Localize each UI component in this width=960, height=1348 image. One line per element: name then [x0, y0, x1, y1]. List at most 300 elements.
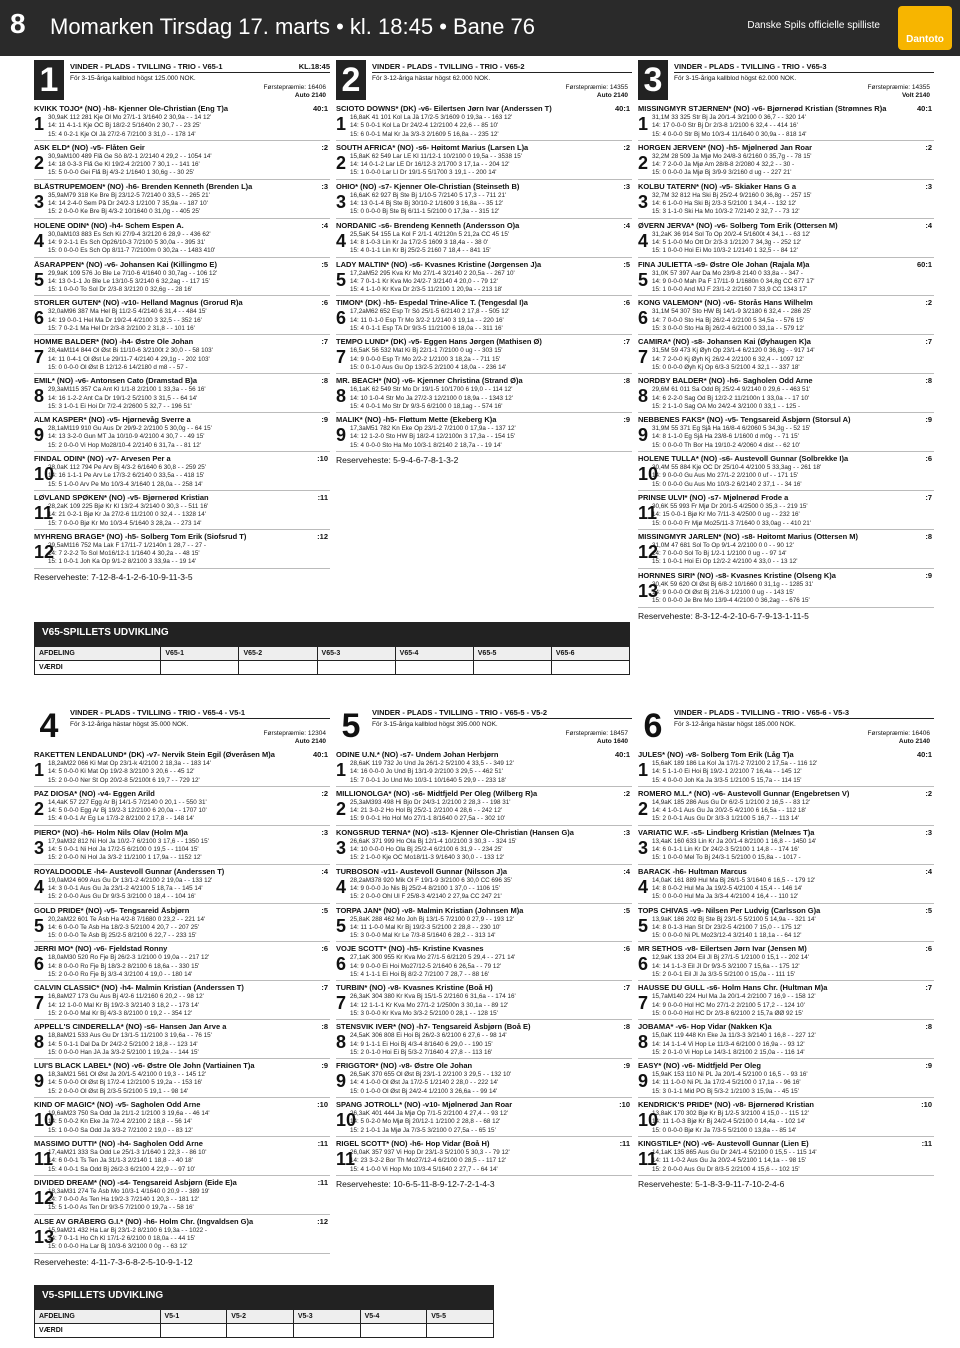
horse-odds: :3 [623, 182, 630, 191]
horse-name: DIVIDED DREAM* (NO) -s4- Tengsareid Åsbjørn (Eide E)a :11 [34, 1178, 328, 1187]
race-distance: Auto 2140 [596, 92, 628, 99]
page-number: 8 [10, 8, 26, 39]
horse-form-line: 14: 13 0-1-4 Bj Ste Bj 30/10-2 1/1609 3 16,8a - - 35 12' [350, 200, 504, 208]
horse-entry [336, 945, 632, 981]
horse-name: ROMERO M.L.* (NO) -v6- Austevoll Gunnar (Engebretsen V) :2 [638, 789, 932, 798]
horse-number: 10 [638, 1110, 659, 1131]
horse-form-line: 14: 17 0-0-0 Str Bj Dr 2/3-8 1/2100 6 32,4 - - 414 16' [652, 122, 798, 130]
horse-number: 6 [638, 308, 649, 329]
horse-form-line: 14: 6 0-0-0 Te Åsb Ha 18/2-3 5/2100 4 20,7 - - 207 25' [48, 923, 199, 931]
horse-name: MALIK* (NO) -h5- Fløttum Mette (Ekeberg K)a :9 [336, 416, 630, 425]
horse-entry [34, 416, 330, 452]
horse-odds: 40:1 [614, 105, 630, 113]
row-label: VÆRDI [35, 661, 161, 675]
horse-form-line: 15: 5 0-0-0 Gei Flå Bj 4/3-2 1/1640 1 30,6g - - 30 25' [48, 169, 195, 177]
horse-name: MR SETHOS -v8- Eilertsen Jørn Ivar (Jensen M) :6 [638, 945, 932, 954]
horse-form-line: 28,4aM114 844 Ol Øst Bi 11/10-6 3/2100t 2 30,0 - - 58 103' [48, 347, 213, 355]
horse-odds: :2 [925, 143, 932, 152]
value-cell [427, 1324, 494, 1338]
horse-form-line: 15: 2 1-0-0 Kje OC Mo18/11-3 9/1640 3 30,0 - - 133 12' [350, 854, 505, 862]
horse-odds: :7 [925, 493, 932, 502]
horse-name: HOLENE ODIN* (NO) -h4- Schem Espen A. :4 [34, 221, 328, 230]
horse-form-line: 15: 1 0-0-1 Hoi Ei Op 12/2-2 4/2100 4 33,0 - - 13 12' [652, 558, 798, 566]
value-cell [293, 1324, 360, 1338]
horse-number: 2 [336, 798, 347, 819]
horse-form-line: 14: 13 0-1-1 Jo Ble Le 13/10-5 3/2140 6 32,2ag - - 117 15' [48, 277, 210, 285]
horse-name: NEBBENES FAKS* (NO) -v5- Tengsareid Åsbjørn (Storsul A) :9 [638, 416, 932, 425]
horse-number: 3 [638, 191, 649, 212]
horse-form-line: 14: 7 0-0-0 Sol To Bj 1/2-1 1/2100 0 ug - - 97 14' [652, 550, 787, 558]
race-block [34, 60, 330, 581]
horse-form-line: 14: 8 1-0-3 Lin Kr Ja 17/2-5 1609 3 18,4a - - 38 0' [350, 238, 489, 246]
horse-odds: :5 [321, 906, 328, 915]
horse-odds: :11 [921, 1139, 932, 1148]
horse-form-line: 14,1aK 135 865 Aus Gu Dr 24/1-4 5/2100 0 15,5 - - 115 14' [652, 1148, 817, 1156]
reserve-horses: Reserveheste: 10-6-5-11-8-9-12-7-2-1-4-3 [336, 1178, 495, 1189]
horse-number: 5 [638, 915, 649, 936]
horse-name: EASY* (NO) -v6- Midtfjeld Per Oleg :9 [638, 1062, 932, 1071]
horse-entry [638, 183, 934, 219]
horse-entry [34, 455, 330, 491]
horse-odds: :2 [321, 789, 328, 798]
horse-form-line: 29,6M 61 011 Sa Odd Bj 25/2-4 9/2140 0 29,6 - - 463 51' [652, 386, 811, 394]
horse-form-line: 26,0aK 357 937 Vi Hop Dr 23/1-3 5/2100 5 30,3 - - 79 12' [350, 1148, 510, 1156]
horse-name: NORDANIC -s6- Brendeng Kenneth (Andersson O)a :4 [336, 221, 630, 230]
horse-entry [34, 1023, 330, 1059]
race-time: KL.18:45 [298, 62, 330, 71]
race-header [34, 60, 330, 102]
horse-form-line: 14: 9 0-0-0 Jo Nis Bj 25/2-4 8/2100 1 37,0 - - 1106 15' [350, 884, 500, 892]
horse-name: NORDBY BALDER* (NO) -h6- Sagholen Odd Arne :8 [638, 377, 932, 386]
race-block [336, 60, 632, 465]
horse-form-line: 18,2aM22 066 Ki Mat Op 23/1-k 4/2100 2 18,3a - - 183 14' [48, 760, 211, 767]
horse-number: 1 [34, 114, 45, 134]
horse-form-line: 15: 0 0-0-0 Øyh Kj Op 6/3-3 5/2100 4 32,1 - - 337 18' [652, 363, 800, 371]
horse-odds: :7 [925, 338, 932, 347]
table-header-cell: V65-2 [239, 647, 317, 661]
horse-number: 5 [336, 915, 347, 936]
horse-form-line: 14: 16 0-0-0 Jo Und Bj 13/1-9 2/2100 3 29,5 - - 462 51' [350, 768, 503, 776]
horse-form-line: 15: 4 0-0-0 Joh Ka Ja 3/3-5 1/2100 5 15,7a - - 114 15' [652, 776, 802, 784]
horse-form-line: 14: 4 1-0-1 Aus Gu Ja 20/2-5 4/2100 6 16,5a - - 112 18' [652, 807, 807, 815]
horse-odds: 40:1 [312, 751, 328, 759]
value-cell [227, 1324, 294, 1338]
horse-entry [34, 183, 330, 219]
horse-number: 1 [336, 114, 347, 134]
horse-number: 2 [34, 152, 45, 173]
race-number: 3 [638, 60, 668, 100]
horse-odds: :10 [317, 1101, 328, 1110]
horse-name: MILLIONOLGA* (NO) -s6- Midtfjeld Per Oleg (Wilberg R)a :2 [336, 789, 630, 798]
horse-entry [34, 907, 330, 943]
horse-entry [336, 1023, 632, 1059]
horse-form-line: 15: 0 0-0-0 Gu Aus Mo 10/3-2 6/2140 2 37,1 - - 34 16' [652, 480, 802, 488]
horse-form-line: 15: 4 0-1-1 Esp TA Dr 9/3-5 11/2100 6 18,0a - - 311 16' [350, 325, 503, 333]
table-header-cell: V65-3 [317, 647, 395, 661]
horse-form-line: 14: 3 0-0-1 Aus Gu Ja 23/1-2 4/2100 5 18,7a - - 145 14' [48, 884, 203, 892]
horse-form-line: 14: 5 0-0-0 Ol Øst Bj 17/2-4 12/2100 5 19,2a - - 153 16' [48, 1079, 203, 1087]
horse-form-line: 14: 11 1-0-3 Bjø Kr Bj 24/2-4 5/2100 0 14,4a - - 102 14' [652, 1118, 806, 1126]
horse-number: 2 [34, 798, 45, 819]
table-header-cell: V5-5 [427, 1310, 494, 1324]
horse-form-line: 15: 0 0-0-0 Bj Ste Bj 6/11-1 5/2100 0 17,3a - - 315 12' [350, 208, 500, 216]
horse-form-line: 14: 5 0-0-1 Ni Hol Ja 17/2-5 6/2100 0 19,5 - - 1104 15' [48, 846, 199, 854]
horse-odds: :4 [925, 867, 932, 876]
horse-number: 6 [34, 308, 45, 329]
horse-entry [638, 105, 934, 141]
horse-odds: :11 [317, 1139, 328, 1148]
horse-form-line: 14: 7 0-0-0 Ås Ten Ha 19/2-3 7/2140 1 20,3 - - 181 12' [48, 1196, 199, 1204]
horse-name: ROYALDOODLE -h4- Austevoll Gunnar (Anderssen T) :4 [34, 867, 328, 876]
horse-number: 11 [638, 502, 658, 523]
horse-form-line: 15: 2 0-0-1 Eil JI Ja 3/3-5 5/2100 0 15,0a - - 111 15' [652, 971, 796, 979]
horse-form-line: 14: 9 0-0-0 Ol Øst Bj 21/6-3 1/2100 0 ug - - 143 15' [652, 588, 794, 596]
horse-form-line: 15: 0 0-0-0 Ha Lar Bj 10/3-6 3/2100 0 0g - - 63 12' [48, 1243, 188, 1251]
horse-form-line: 14: 10 1-0-4 Str Mo Ja 27/2-3 12/2100 0 18,9a - - 1343 12' [350, 394, 513, 402]
race-conditions: För 3-15-åriga kallblod högst 395.000 NOK. [372, 721, 498, 728]
horse-odds: :2 [925, 789, 932, 798]
horse-form-line: 13,4aK 160 633 Lin Kr Ja 20/1-4 8/2100 1 16,8 - - 1450 14' [652, 837, 817, 845]
horse-form-line: 14: 5 1-0-0 Mo Ott Dr 2/3-3 1/2120 7 34,3g - - 252 12' [652, 238, 802, 246]
horse-form-line: 14: 14 1-1-3 Eil JI Dr 9/3-5 3/2100 7 15,6a - - 175 12' [652, 962, 800, 970]
horse-name: TURBOSON -v11- Austevoll Gunnar (Nilsson J)a :4 [336, 867, 630, 876]
horse-odds: :2 [623, 143, 630, 152]
horse-odds: :8 [623, 377, 630, 386]
horse-entry [336, 868, 632, 904]
horse-entry [638, 222, 934, 258]
horse-number: 11 [336, 1148, 356, 1169]
horse-form-line: 14: 21 3-0-2 Ho Hol Bj 25/2-1 2/2100 4 28,6 - - 242 12' [350, 807, 503, 815]
horse-form-line: 25,5aK 54 155 La Kol F 2/1-1 4/2120n 5 21,2a CC 45 15' [350, 230, 510, 238]
horse-number: 7 [638, 993, 649, 1014]
horse-form-line: 14: 8 1-1-0 Eg Sjå Ha 23/8-6 1/1600 d m0g - - 71 15' [652, 433, 799, 441]
horse-number: 10 [638, 464, 659, 485]
horse-odds: :4 [623, 867, 630, 876]
horse-number: 1 [336, 760, 347, 780]
horse-name: SCIOTO DOWNS* (DK) -v6- Eilertsen Jørn Ivar (Anderssen T) 40:1 [336, 105, 630, 113]
horse-form-line: 14: 7 0-1-1 Ho Ch Kl 17/1-2 6/2100 0 18,0a - - 44 15' [48, 1234, 196, 1242]
horse-odds: :7 [321, 984, 328, 993]
horse-name: JOBAMA* -v6- Hop Vidar (Nakken K)a :8 [638, 1023, 932, 1032]
horse-odds: :8 [623, 1023, 630, 1032]
horse-form-line: 15: 2 0-0-0 Aus Gu Dr 9/3-5 3/2100 0 18,4 - - 104 16' [48, 893, 196, 901]
horse-form-line: 14: 11 0-4-1 Ol Øst Le 29/11-7 4/2140 4 29,1g - - 202 103' [48, 355, 210, 363]
horse-form-line: 15: 1 0-0-0 Mel To Bj 24/3-1 5/2100 0 15,8a - - 1017 - [652, 854, 801, 862]
horse-form-line: 15,8aK 62 549 Lar LE Kl 11/12-1 10/2100 0 19,5a - - 3538 15' [350, 152, 522, 160]
horse-entry [34, 144, 330, 180]
horse-odds: :3 [623, 828, 630, 837]
race-prize: Førstepræmie: 14355 [867, 84, 930, 91]
horse-entry [638, 984, 934, 1020]
horse-name: TORPA JAN* (NO) -v8- Malmin Kristian (Johnsen M)a :5 [336, 906, 630, 915]
horse-name: HOLENE TULLA* (NO) -s6- Austevoll Gunnar (Solbrekke I)a :6 [638, 455, 932, 464]
horse-form-line: 31,1M 33 325 Str Bj Ja 20/1-4 3/2100 0 36,7 - - 320 14' [652, 114, 806, 121]
horse-name: FINDAL ODIN* (NO) -v7- Arvesen Per a :10 [34, 455, 328, 464]
page-title: Momarken Tirsdag 17. marts • kl. 18:45 • Bane 76 [50, 14, 535, 39]
value-cell [160, 1324, 227, 1338]
horse-entry [638, 299, 934, 335]
v5-table [34, 1309, 494, 1338]
horse-entry [336, 144, 632, 180]
horse-odds: :11 [317, 1178, 328, 1187]
race-block [336, 706, 632, 1188]
table-header-cell: V65-4 [395, 647, 473, 661]
horse-entry [638, 455, 934, 491]
horse-form-line: 15: 4 1-1-1 Ei Hoi Bj 8/2-2 7/2100 7 28,7 - - 88 16' [350, 971, 490, 979]
horse-number: 11 [34, 1148, 54, 1169]
table-header-cell: AFDELING [35, 647, 161, 661]
horse-form-line: 15,9aM21 432 Ha Lar Bj 23/1-2 8/2100 6 19,3a - - 1022 - [48, 1226, 207, 1234]
horse-odds: :3 [925, 828, 932, 837]
race-distance: Auto 2140 [294, 92, 326, 99]
horse-odds: 60:1 [916, 260, 932, 269]
horse-form-line: 15: 0 0-0-0 Fr Mjø Mo25/11-3 7/1640 0 33,0ag - - 410 21' [652, 519, 811, 527]
horse-form-line: 15: 0 0-1-0 Aus Gu Op 13/2-5 2/2100 4 18,0a - - 236 14' [350, 363, 507, 371]
horse-form-line: 15: 0 0-0-0 Je Bre Mo 13/9-4 4/2100 0 36,2ag - - 676 15' [652, 597, 810, 605]
race-header [638, 706, 934, 748]
horse-number: 6 [34, 954, 45, 975]
horse-odds: :4 [321, 867, 328, 876]
horse-number: 3 [336, 837, 347, 858]
table-header-cell: V65-5 [473, 647, 551, 661]
horse-form-line: 14,0aK 161 889 Hul Ma Bj 26/1-5 3/1640 6 16,5 - - 179 12' [652, 876, 816, 884]
horse-name: MISSINGMYR JARLEN* (NO) -s8- Høitomt Marius (Ottersen M) :8 [638, 532, 932, 541]
horse-form-line: 14: 11 4-1-1 Kje OC Bj 18/2-2 5/1640n 2 30,7 - - 23 25' [48, 122, 201, 130]
horse-form-line: 15: 4 0-1-1 Lin Kr Bj 25/2-5 2160 7 18,4 - - 841 15' [350, 247, 491, 255]
horse-odds: :6 [321, 945, 328, 954]
race-conditions: För 3-12-åriga hästar högst 62.000 NOK. [372, 75, 491, 82]
horse-entry [336, 299, 632, 335]
horse-name: STENSVIK IVER* (NO) -h7- Tengsareid Åsbjørn (Boå E) :8 [336, 1023, 630, 1032]
horse-entry [638, 751, 934, 787]
horse-entry [34, 261, 330, 297]
horse-number: 3 [34, 191, 45, 212]
race-number: 5 [341, 707, 361, 745]
horse-form-line: 16,1aK 62 549 Str Mo Dr 19/1-5 10/1700 6 19,0 - - 114 12' [350, 386, 513, 394]
horse-entry [638, 907, 934, 943]
table-header-cell: V5-3 [293, 1310, 360, 1324]
horse-form-line: 15: 0 0-0-0 Bjø Kr Ja 7/3-5 5/2100 0 13,8a - - 85 14' [652, 1126, 797, 1134]
horse-form-line: 15: 5 1-0-0 Arv Pe Mo 10/3-4 3/1640 1 28,0a - - 258 14' [48, 480, 203, 488]
horse-form-line: 14: 9 0-0-0 Ei Hoi Mo27/12-5 2/1640 6 26,5a - - 79 12' [350, 962, 502, 970]
horse-entry [34, 751, 330, 787]
horse-number: 10 [336, 1110, 357, 1131]
horse-form-line: 28,2aM378 920 Mik Ol F 19/1-9 3/2100 6 30,0 CC 696 35' [350, 876, 512, 884]
horse-entry [34, 1101, 330, 1137]
horse-form-line: 15: 3 0-0-0 Kr Kva Mo 3/3-2 5/2100 0 28,1 - - 128 15' [350, 1009, 498, 1017]
horse-form-line: 15: 9 0-0-1 Ho Hol Mo 27/1-1 8/1640 0 27,5a - - 302 10' [350, 815, 506, 823]
horse-odds: :7 [623, 338, 630, 347]
horse-form-line: 14: 6 0-0-1 Ts Ten Ja 31/1-3 2/2140 1 18,8 - - 40 18' [48, 1157, 193, 1165]
table-header-cell: V5-4 [360, 1310, 427, 1324]
race-header [34, 706, 330, 748]
horse-entry [638, 338, 934, 374]
horse-form-line: 25,8aK 288 462 Mo Joh Bj 13/1-5 7/2100 0 27,9 - - 193 12' [350, 915, 514, 923]
horse-odds: :5 [623, 906, 630, 915]
horse-number: 4 [336, 230, 347, 251]
horse-form-line: 15: 4 0-2-1 Kje Ol Jä 27/2-6 7/2100 3 31,0 - - 178 14' [48, 130, 196, 138]
reserve-horses: Reserveheste: 5-9-4-6-7-8-1-3-2 [336, 455, 459, 466]
horse-odds: :10 [921, 1101, 932, 1110]
horse-name: FINA JULIETTA -s9- Østre Ole Johan (Rajala M)a 60:1 [638, 260, 932, 269]
horse-form-line: 14: 4 1-0-0 Ol Øst Ja 17/2-5 1/2140 2 28,0 - - 222 14' [350, 1079, 499, 1087]
horse-name: LUI'S BLACK LABEL* (NO) -v6- Østre Ole John (Vartiainen T)a :9 [34, 1062, 328, 1071]
race-prize: Førstepræmie: 18457 [565, 730, 628, 737]
horse-form-line: 14: 9 0-0-0 Esp Tr Mo 2/2-2 1/2100 3 18,2a - - 711 15' [350, 355, 501, 363]
horse-form-line: 27,1aK 300 955 Kr Kva Mo 27/1-5 6/2120 5 29,4 - - 271 14' [350, 954, 516, 962]
horse-number: 8 [638, 1032, 649, 1053]
horse-form-line: 15: 7 0-2-1 Ma Hel Dr 2/3-8 2/2100 2 31,8 - - 101 16' [48, 325, 195, 333]
horse-odds: :8 [321, 377, 328, 386]
horse-form-line: 14: 8 0-0-2 Hul Ma Ja 19/2-5 4/2100 4 15,4 - - 146 14' [652, 884, 803, 892]
horse-form-line: 14: 12 1-2-0 Sto HW Bj 18/2-4 12/2100n 3 17,3a - - 154 15' [350, 433, 516, 441]
horse-form-line: 14: 18 0-3-3 Flå Ge Kl 19/2-4 2/2100 7 30,1 - - 141 16' [48, 161, 200, 169]
horse-form-line: 15: 0 0-0-0 Ja Mjø Bj 3/9-9 3/2160 d ug - - 227 21' [652, 169, 792, 177]
horse-odds: :6 [925, 945, 932, 954]
horse-form-line: 14: 5 0-0-1 Kol La Dr 24/2-4 12/2100 4 22,6 - - 85 10' [350, 122, 499, 130]
horse-form-line: 15: 2 0-0-0 Ol Øst Bj 2/3-5 5/2100 5 19,1 - - 98 14' [48, 1087, 189, 1095]
horse-form-line: 16,5aK 56 532 Mat Ki Bj 22/1-1 7/2100 0 ug - - 303 15' [350, 347, 503, 355]
horse-odds: :5 [925, 906, 932, 915]
horse-number: 5 [34, 915, 45, 936]
horse-number: 4 [638, 230, 649, 251]
horse-name: ODINE U.N.* (NO) -s7- Undem Johan Herbjørn 40:1 [336, 751, 630, 759]
horse-form-line: 15: 2 1-1-0 Sag OA Mo 24/2-4 3/2100 0 33,1 - - 125 - [652, 402, 801, 410]
horse-odds: :3 [321, 182, 328, 191]
horse-odds: :10 [317, 455, 328, 464]
horse-form-line: 15: 0 0-0-0 Hol HC Dr 2/3-8 6/2100 2 15,7a ØØ 92 15' [652, 1009, 804, 1017]
horse-form-line: 14: 21 0-2-1 Bjø Kr Ja 27/2-6 11/2100 0 32,4 - - 1328 14' [48, 511, 206, 519]
horse-form-line: 15: 4 1-0-0 Vi Hop Mo 10/3-4 5/1640 2 27,7 - - 64 14' [350, 1165, 498, 1173]
horse-entry [34, 105, 330, 141]
table-header-cell: V65-6 [551, 647, 629, 661]
horse-form-line: 15,9aK 153 110 Ni PL Ja 20/1-4 5/2100 0 16,5 - - 93 16' [652, 1071, 808, 1079]
race-conditions: För 3-12-åriga hästar högst 35.000 NOK. [70, 721, 189, 728]
horse-name: HORNNES SIRI* (NO) -s8- Kvasnes Kristine (Olseng K)a :9 [638, 571, 932, 580]
horse-form-line: 14: 7 2-2-2 To Sol Mo16/12-1 1/1640 4 30,2a - - 48 15' [48, 550, 200, 558]
horse-form-line: 15: 0 0-0-0 Te Åsb Bj 25/2-5 8/2100 6 22,7 - - 233 15' [48, 932, 197, 940]
horse-entry [34, 829, 330, 865]
horse-form-line: 14: 5 0-1-1 Dal Da Dr 24/2-2 5/2100 2 18,8 - - 123 14' [48, 1040, 198, 1048]
horse-entry [336, 261, 632, 297]
horse-number: 7 [34, 347, 45, 368]
horse-entry [638, 1140, 934, 1176]
v5-title: V5-SPILLETS UDVIKLING [34, 1285, 494, 1309]
horse-name: PRINSE ULVI* (NO) -s7- Mjølnerød Frode a :7 [638, 493, 932, 502]
horse-form-line: 15: 2 0-0-0 Mal Kr Bj 4/3-3 8/2100 0 19,2 - - 354 12' [48, 1009, 193, 1017]
horse-entry [638, 1023, 934, 1059]
horse-name: KIND OF MAGIC* (NO) -v5- Sagholen Odd Arne :10 [34, 1101, 328, 1110]
horse-form-line: 14: 6 2-2-0 Sag Od Bj 12/2-2 11/2100n 1 33,0a - - 17 10' [652, 394, 810, 402]
race-prize: Førstepræmie: 16406 [867, 730, 930, 737]
horse-name: TOPS CHIVAS -v9- Nilsen Per Ludvig (Carlsson G)a :5 [638, 906, 932, 915]
horse-form-line: 15: 4 0-0-0 Sto Ha Mo 10/3-1 8/2140 2 18,7a - - 19 14' [350, 441, 502, 449]
horse-entry [34, 790, 330, 826]
table-header-cell: AFDELING [35, 1310, 161, 1324]
horse-form-line: 15: 1 0-0-0 Hoi Ei Mo 10/3-2 1/2140 1 32,5 - - 84 12' [652, 247, 798, 255]
horse-form-line: 30,9aM100 489 Flå Ge Sö 8/2-1 2/2140 4 29,2 - - 1054 14' [48, 152, 212, 160]
race-conditions: För 3-12-åriga hästar högst 185.000 NOK. [674, 721, 796, 728]
horse-form-line: 13,8aK 170 302 Bjø Kr Bj 1/2-5 3/2100 4 15,0 - - 115 12' [652, 1110, 809, 1118]
horse-entry [34, 494, 330, 530]
horse-entry [638, 1062, 934, 1098]
race-number: 1 [34, 60, 64, 100]
horse-number: 8 [638, 386, 649, 407]
horse-form-line: 26,5aK 370 655 Ol Øst Bj 23/1-1 2/2100 3 29,5 - - 132 10' [350, 1071, 512, 1079]
horse-entry [34, 984, 330, 1020]
horse-odds: :12 [317, 1217, 328, 1226]
horse-name: KONGSRUD TERNA* (NO) -s13- Kjenner Ole-Christian (Hansen G)a :3 [336, 828, 630, 837]
horse-form-line: 15: 4 0-0-0 Str Bj Mo 10/3-4 11/1640 0 30,9a - - 818 14' [652, 130, 807, 138]
horse-number: 11 [34, 502, 54, 523]
horse-name: RAKETTEN LENDALUND* (DK) -v7- Nervik Stein Egil (Øveråsen M)a 40:1 [34, 751, 328, 759]
horse-form-line: 31,5M 59 473 Kj Øyh Op 23/1-4 6/2120 0 36,8g - - 917 14' [652, 347, 815, 355]
horse-form-line: 15: 4 1-1-0 Kr Kva Dr 2/3-5 11/2100 1 20,9a - - 213 18' [350, 286, 503, 294]
horse-odds: :9 [925, 571, 932, 580]
horse-form-line: 15,6aK 189 186 La Kol Ja 17/1-2 7/2100 2 17,5a - - 116 12' [652, 760, 818, 767]
horse-number: 7 [336, 993, 347, 1014]
horse-odds: :11 [317, 493, 328, 502]
value-cell [161, 661, 239, 675]
horse-form-line: 14: 11 1-0-0 Ni PL Ja 17/2-4 5/2100 0 17,1a - - 96 16' [652, 1079, 801, 1087]
horse-odds: :2 [321, 143, 328, 152]
horse-odds: :9 [321, 416, 328, 425]
horse-entry [638, 494, 934, 530]
horse-form-line: 15,7aM140 224 Hul Ma Ja 20/1-4 2/2100 7 16,9 - - 158 12' [652, 993, 816, 1001]
horse-entry [34, 1140, 330, 1176]
reserve-horses: Reserveheste: 8-3-12-4-2-10-6-7-9-13-1-11-5 [638, 610, 809, 621]
race-block [638, 706, 934, 1188]
horse-entry [638, 868, 934, 904]
horse-form-line: 14: 8 0-0-0 Ro Fje Bj 18/3-2 8/2100 6 18,6a - - 330 15' [48, 962, 200, 970]
horse-number: 4 [336, 876, 347, 897]
horse-form-line: 15: 3 0-0-0 Sto Ha Bj 26/2-4 6/2100 0 33,1a - - 579 12' [652, 325, 805, 333]
table-header-cell: V65-1 [161, 647, 239, 661]
horse-form-line: 15: 4 0-0-1 Ar Eg Le 17/3-2 8/2100 2 17,8 - - 148 14' [48, 815, 195, 823]
horse-name: HAUSSE DU GULL -s6- Holm Hans Chr. (Hultman M)a :7 [638, 984, 932, 993]
race-number: 6 [643, 707, 663, 745]
horse-entry [638, 261, 934, 297]
horse-number: 7 [34, 993, 45, 1014]
horse-number: 8 [34, 1032, 45, 1053]
horse-entry [638, 572, 934, 608]
horse-form-line: 25,3aM393 498 Hi Bjo Dr 24/3-1 2/2100 2 28,3 - - 198 31' [350, 798, 511, 806]
horse-form-line: 14: 7 0-0-0 Sto Ha Bj 26/2-4 2/2100 5 34,5a - - 576 15' [652, 316, 805, 324]
horse-odds: :2 [623, 789, 630, 798]
horse-form-line: 15: 3 0-1-1 Mid PO Bj 5/3-2 1/2100 3 15,9a - - 45 15' [652, 1087, 799, 1095]
horse-number: 4 [638, 876, 649, 897]
horse-odds: :2 [925, 299, 932, 308]
horse-form-line: 31,1M 54 307 Sto HW Bj 14/1-9 3/2180 6 32,4 - - 286 25' [652, 308, 812, 316]
horse-form-line: 18,8aM21 533 Aus Gu Dr 13/1-5 11/2100 3 19,6a - - 76 15' [48, 1032, 212, 1040]
horse-form-line: 31,9M 55 371 Eg Sjå Ha 16/8-4 6/2060 5 34,3g - - 52 15' [652, 425, 811, 433]
horse-form-line: 32,0aM96 387 Ma Hel Bj 11/2-5 4/2140 6 31,4 - - 484 15' [48, 308, 207, 316]
horse-form-line: 14: 8 0-1-3 Han St Dr 23/2-5 4/2100 7 15,0 - - 175 12' [652, 923, 802, 931]
horse-form-line: 32,7M 32 812 Ha Ski Bj 25/2-4 9/2160 0 36,8g - - 257 15' [652, 191, 812, 199]
horse-entry [34, 222, 330, 258]
horse-entry [336, 829, 632, 865]
horse-form-line: 15: 1 0-0-0 And MJ F 23/1-2 2/2160 7 33,9 CC 1343 17' [652, 286, 808, 294]
horse-number: 2 [638, 798, 649, 819]
horse-name: EMIL* (NO) -v6- Antonsen Cato (Dramstad B)a :8 [34, 377, 328, 386]
horse-entry [34, 533, 330, 569]
horse-odds: :6 [623, 299, 630, 308]
horse-number: 7 [336, 347, 347, 368]
horse-form-line: 15: 2 0-1-0 Vi Hop Le 14/3-1 8/2100 2 15,0a - - 116 14' [652, 1048, 805, 1056]
value-cell [317, 661, 395, 675]
horse-number: 12 [34, 1187, 55, 1208]
horse-form-line: 16,8aK 41 101 Kol La Jä 17/2-5 3/1609 0 19,3a - - 163 12' [350, 114, 513, 121]
